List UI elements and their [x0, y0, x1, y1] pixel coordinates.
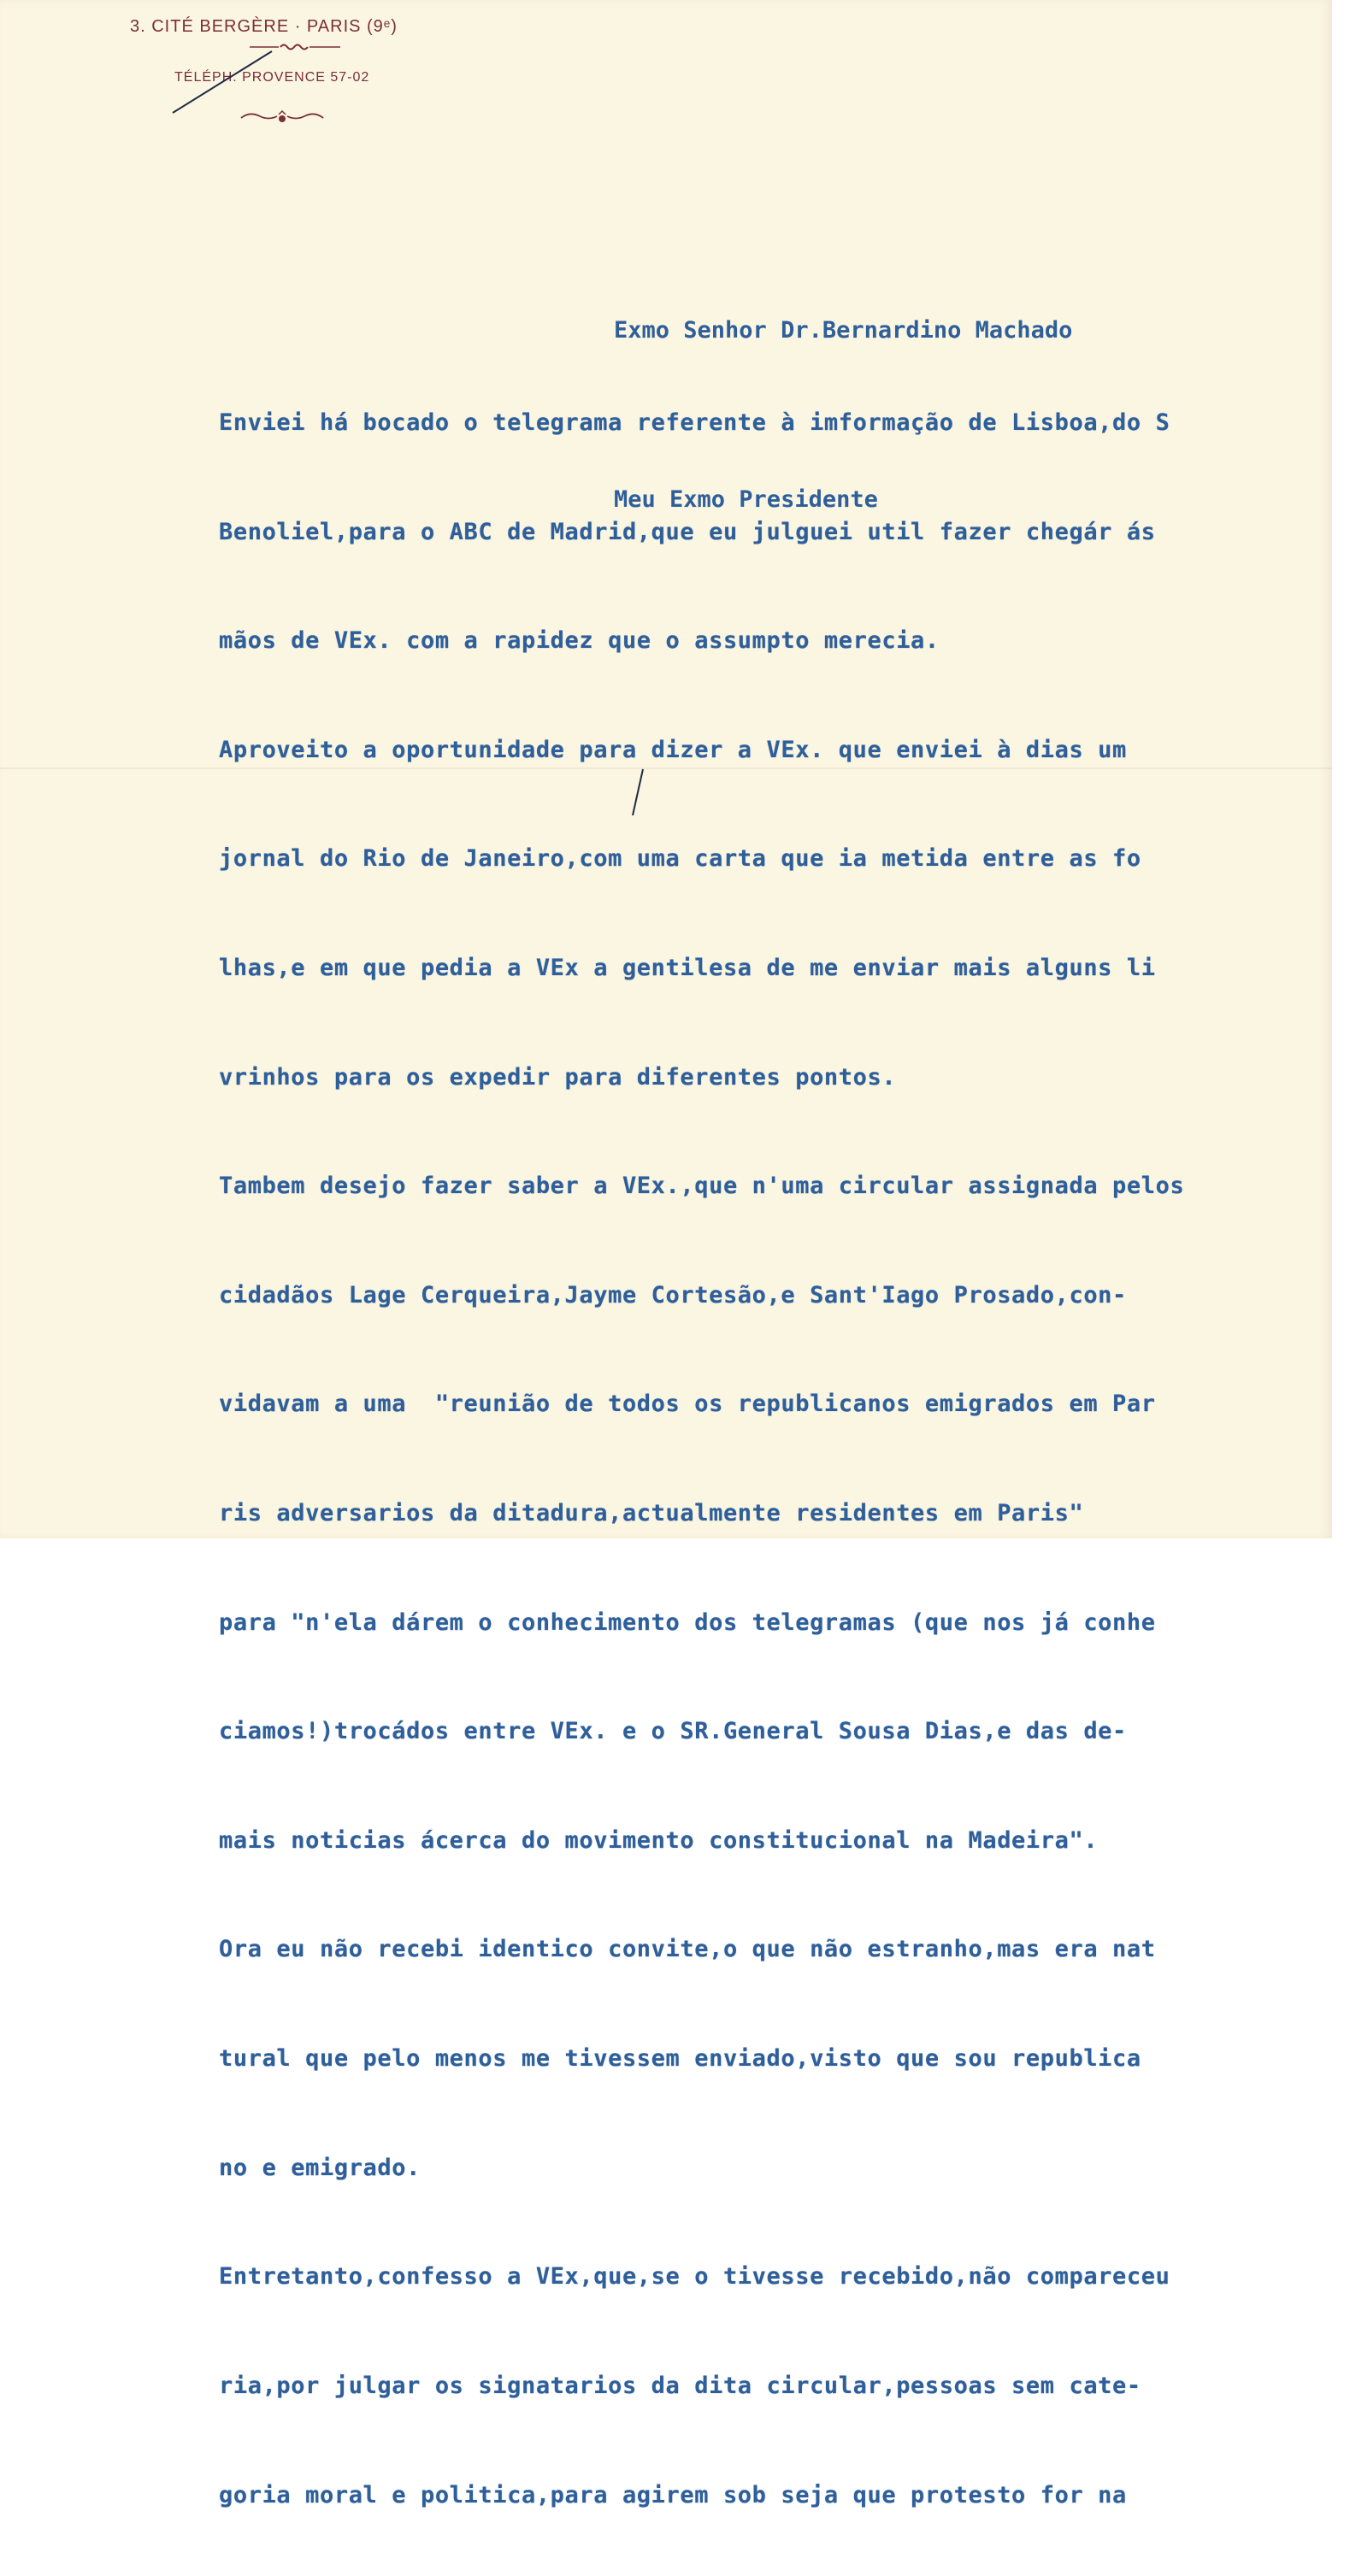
body-line: Tambem desejo fazer saber a VEx.,que n'uma circular assignada pelos	[219, 1173, 1185, 1200]
body-line: ciamos!)trocádos entre VEx. e o SR.General Sousa Dias,e das de-	[219, 1718, 1127, 1745]
body-line: mais noticias ácerca do movimento constitucional na Madeira".	[219, 1826, 1099, 1854]
letterhead-address: 3. CITÉ BERGÈRE · PARIS (9ᵉ)	[130, 17, 398, 36]
addressee-line: Exmo Senhor Dr.Bernardino Machado	[614, 317, 1073, 344]
body-line: vidavam a uma "reunião de todos os republicanos emigrados em Par	[219, 1391, 1156, 1418]
letterhead	[0, 0, 445, 137]
body-line: Ora eu não recebi identico convite,o que não estranho,mas era nat	[219, 1936, 1156, 1963]
pen-strike-line	[171, 48, 274, 116]
body-line: lhas,e em que pedia a VEx a gentilesa de me enviar mais alguns li	[219, 954, 1156, 981]
body-line: Entretanto,confesso a VEx,que,se o tivesse recebido,não compareceu	[219, 2263, 1170, 2291]
letterhead-phone: TÉLÉPH. PROVENCE 57-02	[174, 70, 370, 85]
body-line: Enviei há bocado o telegrama referente à imformação de Lisboa,do S	[219, 409, 1170, 436]
body-line: tural que pelo menos me tivessem enviado,visto que sou republica	[219, 2044, 1141, 2072]
body-line: jornal do Rio de Janeiro,com uma carta que ia metida entre as fo	[219, 845, 1141, 873]
letter-body	[219, 342, 1330, 2576]
body-line: ria,por julgar os signatarios da dita circular,pessoas sem cate-	[219, 2373, 1141, 2400]
body-line: goria moral e politica,para agirem sob seja que protesto for na	[219, 2481, 1127, 2508]
body-line: para "n'ela dárem o conhecimento dos telegramas (que nos já conhe	[219, 1609, 1156, 1636]
body-line: cidadãos Lage Cerqueira,Jayme Cortesão,e Sant'Iago Prosado,con-	[219, 1281, 1127, 1309]
body-line: Benoliel,para o ABC de Madrid,que eu julguei util fazer chegár ás	[219, 518, 1156, 545]
body-line: ris adversarios da ditadura,actualmente residentes em Paris"	[219, 1499, 1084, 1526]
ornament-flourish-icon	[238, 109, 327, 126]
body-line: mãos de VEx. com a rapidez que o assumpto merecia.	[219, 627, 940, 655]
body-line: vrinhos para os expedir para diferentes pontos.	[219, 1063, 897, 1091]
handwritten-slash-mark	[629, 768, 646, 817]
body-line: no e emigrado.	[219, 2154, 421, 2181]
body-line: Aproveito a oportunidade para dizer a VEx. que enviei à dias um	[219, 736, 1127, 763]
greeting-line: Meu Exmo Presidente	[614, 486, 878, 513]
